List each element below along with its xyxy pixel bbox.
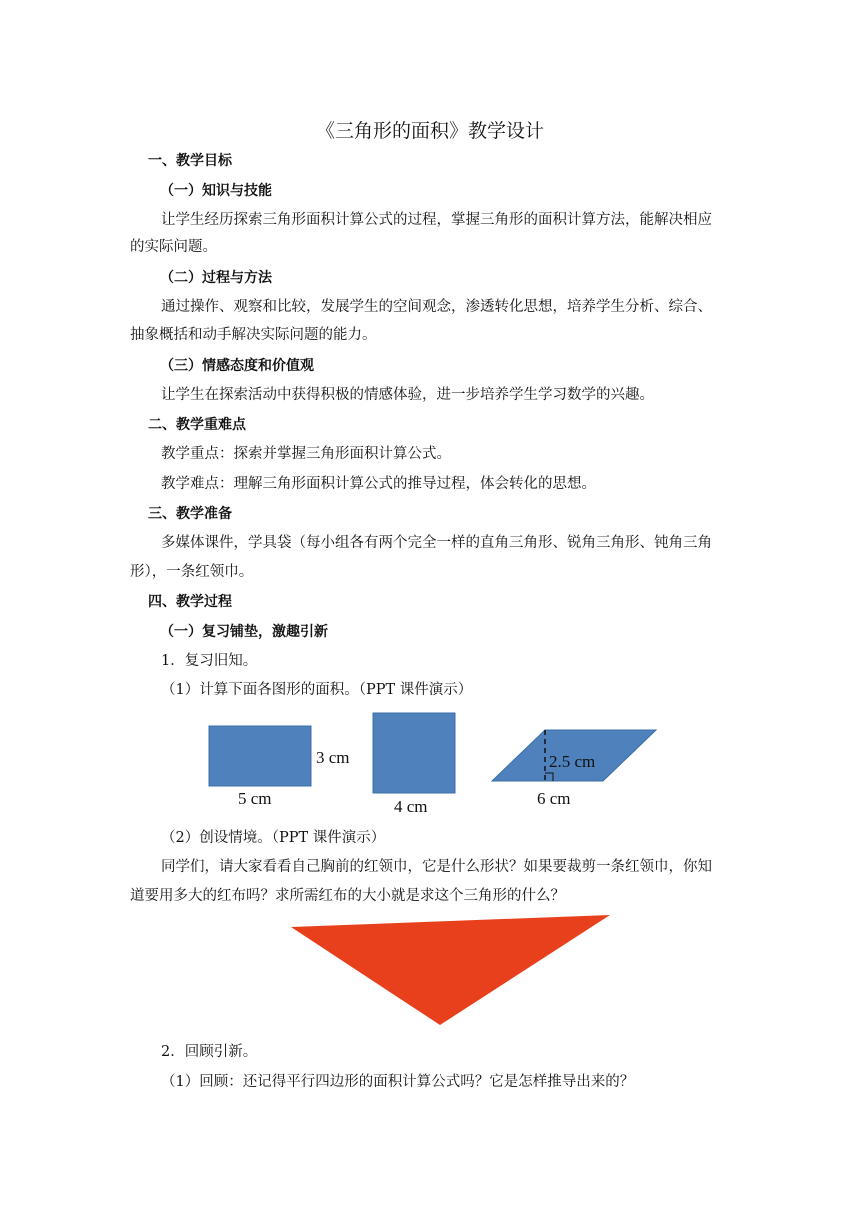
parallelogram-height-label: 2.5 cm [549,752,596,771]
subheading-review: （一）复习铺垫，激趣引新 [160,624,328,640]
subheading-attitude-values: （三）情感态度和价值观 [160,358,314,374]
paragraph-line: 1．复习旧知。 [161,653,258,669]
rectangle-width-label: 5 cm [238,789,272,808]
rectangle-shape [209,726,311,786]
paragraph-line: 让学生经历探索三角形面积计算公式的过程，掌握三角形的面积计算方法，能解决相应 [161,212,712,228]
paragraph-line: 教学难点：理解三角形面积计算公式的推导过程，体会转化的思想。 [161,476,596,492]
paragraph-line: 同学们，请大家看看自己胸前的红领巾，它是什么形状？如果要裁剪一条红领巾，你知 [161,859,712,875]
square-shape [373,713,455,793]
paragraph-line: 抽象概括和动手解决实际问题的能力。 [130,327,377,343]
red-scarf-triangle [291,915,610,1025]
paragraph-line: 多媒体课件，学具袋（每小组各有两个完全一样的直角三角形、锐角三角形、钝角三角 [161,535,712,551]
heading-teaching-goals: 一、教学目标 [148,153,232,169]
heading-preparation: 三、教学准备 [148,506,232,522]
subheading-knowledge-skills: （一）知识与技能 [160,183,272,199]
parallelogram-base-label: 6 cm [537,789,571,808]
paragraph-line: 让学生在探索活动中获得积极的情感体验，进一步培养学生学习数学的兴趣。 [161,387,654,403]
paragraph-line: 道要用多大的红布吗？求所需红布的大小就是求这个三角形的什么？ [130,888,565,904]
square-side-label: 4 cm [394,797,428,816]
heading-teaching-process: 四、教学过程 [148,594,232,610]
document-title: 《三角形的面积》教学设计 [315,120,544,142]
paragraph-line: （1）回顾：还记得平行四边形的面积计算公式吗？它是怎样推导出来的？ [161,1074,635,1090]
paragraph-line: （2）创设情境。（PPT 课件演示） [161,830,386,846]
heading-key-points: 二、教学重难点 [148,417,246,433]
paragraph-line: 通过操作、观察和比较，发展学生的空间观念，渗透转化思想，培养学生分析、综合、 [161,299,712,315]
paragraph-line: （1）计算下面各图形的面积。（PPT 课件演示） [161,682,473,698]
paragraph-line: 形），一条红领巾。 [130,564,254,580]
rectangle-height-label: 3 cm [316,748,350,767]
paragraph-line: 的实际问题。 [130,239,217,255]
paragraph-line: 教学重点：探索并掌握三角形面积计算公式。 [161,446,451,462]
paragraph-line: 2．回顾引新。 [161,1044,258,1060]
subheading-process-methods: （二）过程与方法 [160,270,272,286]
